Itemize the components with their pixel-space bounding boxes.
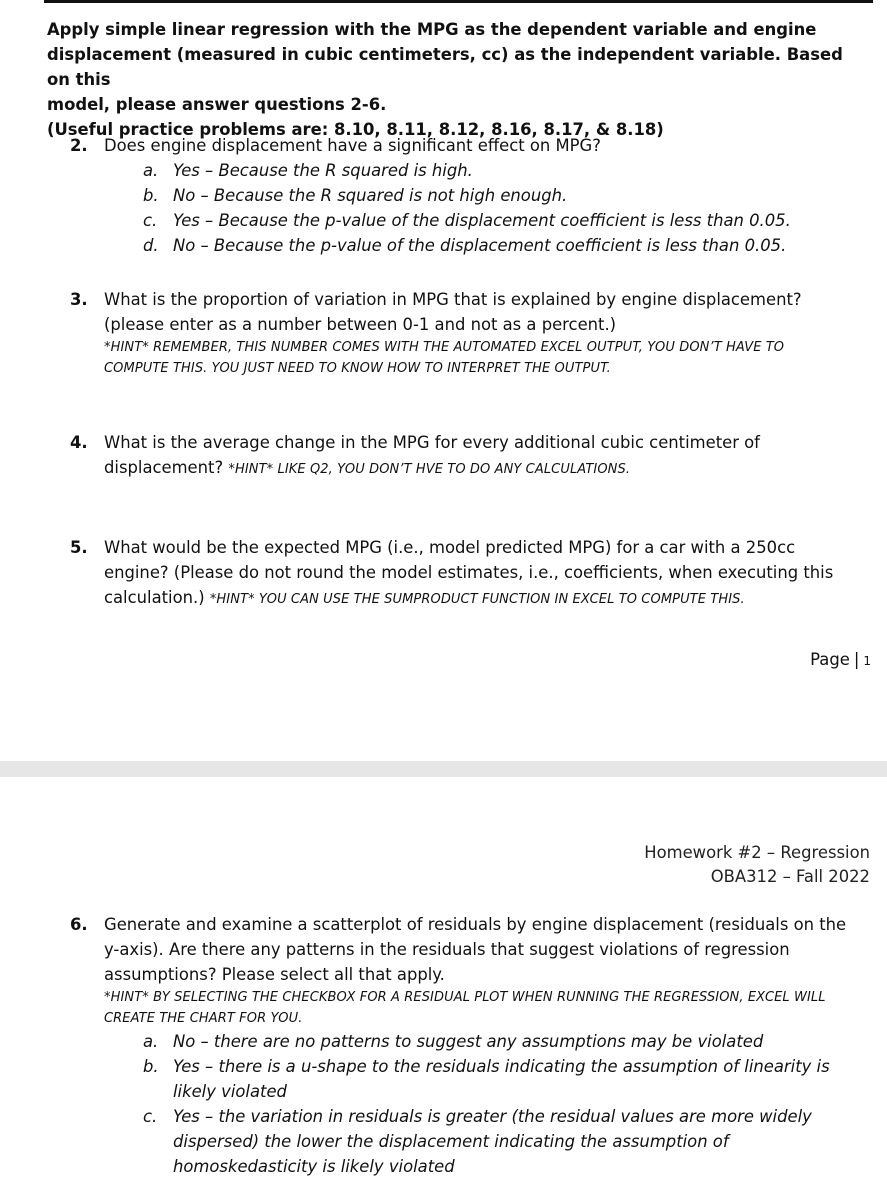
option-letter: b. — [143, 186, 159, 205]
hint-line-2: COMPUTE THIS. YOU JUST NEED TO KNOW HOW TO INTERPRET THE OUTPUT. — [104, 361, 611, 376]
option-text: Yes – Because the p-value of the displacement coefficient is less than 0.05. — [173, 211, 791, 230]
question-text: Does engine displacement have a significant effect on MPG? — [104, 136, 601, 155]
question-text-line-1: What would be the expected MPG (i.e., model predicted MPG) for a car with a 250cc — [104, 538, 796, 557]
option-d[interactable] — [141, 233, 870, 258]
header-course: OBA312 – Fall 2022 — [710, 867, 870, 886]
question-text-line-1: What is the average change in the MPG for every additional cubic centimeter of — [104, 433, 760, 452]
option-list — [141, 1029, 870, 1179]
question-4 — [70, 430, 870, 482]
option-letter: a. — [143, 161, 159, 180]
page-number: 1 — [863, 654, 871, 668]
question-text-line-1: What is the proportion of variation in MPG that is explained by engine displacement? — [104, 290, 802, 309]
question-text: calculation.) — [104, 588, 205, 607]
option-c[interactable] — [141, 1104, 870, 1179]
option-text: No – Because the R squared is not high enough. — [173, 186, 568, 205]
question-text-line-2: y-axis). Are there any patterns in the residuals that suggest violations of regression — [104, 940, 790, 959]
hint-line-1: *HINT* BY SELECTING THE CHECKBOX FOR A RESIDUAL PLOT WHEN RUNNING THE REGRESSION, EXCEL WILL — [104, 990, 826, 1005]
option-a[interactable] — [141, 158, 870, 183]
option-text-line-1: Yes – the variation in residuals is greater (the residual values are more widely — [173, 1107, 812, 1126]
option-b[interactable] — [141, 1054, 870, 1104]
question-6 — [70, 912, 870, 1179]
question-text-line-1: Generate and examine a scatterplot of residuals by engine displacement (residuals on the — [104, 915, 847, 934]
option-letter: c. — [143, 1107, 158, 1126]
question-number: 3. — [70, 290, 88, 309]
option-letter: c. — [143, 211, 158, 230]
page-separator: | — [853, 650, 860, 669]
question-number: 2. — [70, 136, 88, 155]
option-text-line-2: dispersed) the lower the displacement indicating the assumption of — [173, 1132, 729, 1151]
page-label: Page — [810, 650, 850, 669]
intro-line-1: Apply simple linear regression with the MPG as the dependent variable and engine — [47, 20, 817, 39]
option-c[interactable] — [141, 208, 870, 233]
hint-line-2: CREATE THE CHART FOR YOU. — [104, 1011, 303, 1026]
option-text: Yes – Because the R squared is high. — [173, 161, 473, 180]
option-letter: b. — [143, 1057, 159, 1076]
intro-line-2: displacement (measured in cubic centimeters, cc) as the independent variable. Based on this — [47, 45, 843, 89]
option-list — [141, 158, 870, 258]
intro-instructions — [47, 17, 867, 142]
question-text-line-3: assumptions? Please select all that apply. — [104, 965, 445, 984]
question-text-line-2: (please enter as a number between 0-1 and not as a percent.) — [104, 315, 617, 334]
question-3 — [70, 287, 870, 379]
option-letter: d. — [143, 236, 159, 255]
hint-text: *HINT* YOU CAN USE THE SUMPRODUCT FUNCTION IN EXCEL TO COMPUTE THIS. — [209, 592, 745, 607]
question-number: 6. — [70, 915, 88, 934]
question-text-line-3 — [104, 585, 870, 612]
page-footer — [810, 650, 871, 669]
option-text-line-3: homoskedasticity is likely violated — [173, 1157, 455, 1176]
hint-text: *HINT* LIKE Q2, YOU DON’T HVE TO DO ANY CALCULATIONS. — [228, 462, 631, 477]
page-break — [0, 761, 887, 777]
top-rule — [44, 0, 873, 3]
option-b[interactable] — [141, 183, 870, 208]
question-2 — [70, 133, 870, 258]
option-text: No – there are no patterns to suggest any assumptions may be violated — [173, 1032, 764, 1051]
question-5 — [70, 535, 870, 612]
question-number: 4. — [70, 433, 88, 452]
option-text: No – Because the p-value of the displacement coefficient is less than 0.05. — [173, 236, 787, 255]
intro-line-3: model, please answer questions 2-6. — [47, 95, 387, 114]
question-text-line-2: engine? (Please do not round the model estimates, i.e., coefficients, when executing this — [104, 563, 834, 582]
question-number: 5. — [70, 538, 88, 557]
header-title: Homework #2 – Regression — [644, 843, 870, 862]
intro-practice-problems: (Useful practice problems are: 8.10, 8.11, 8.12, 8.16, 8.17, & 8.18) — [47, 120, 664, 139]
page-header — [644, 841, 870, 889]
question-text-line-2 — [104, 455, 870, 482]
hint-line-1: *HINT* REMEMBER, THIS NUMBER COMES WITH THE AUTOMATED EXCEL OUTPUT, YOU DON’T HAVE TO — [104, 340, 785, 355]
option-text-line-1: Yes – there is a u-shape to the residuals indicating the assumption of linearity is — [173, 1057, 830, 1076]
option-letter: a. — [143, 1032, 159, 1051]
option-a[interactable] — [141, 1029, 870, 1054]
question-text: displacement? — [104, 458, 224, 477]
option-text-line-2: likely violated — [173, 1082, 287, 1101]
